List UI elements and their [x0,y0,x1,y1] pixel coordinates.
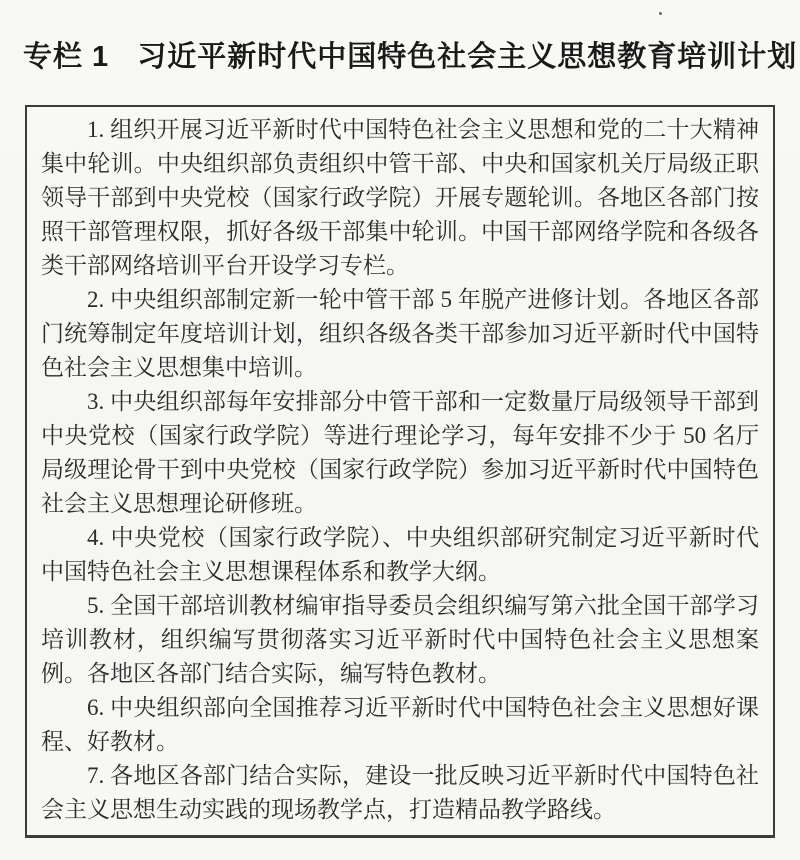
paragraph-4: 4. 中央党校（国家行政学院）、中央组织部研究制定习近平新时代中国特色社会主义思想课程体系和教学大纲。 [41,525,759,584]
scan-artifact-dot [659,12,662,15]
paragraph-3: 3. 中央组织部每年安排部分中管干部和一定数量厅局级领导干部到中央党校（国家行政学院）等进行理论学习，每年安排不少于 50 名厅局级理论骨干到中央党校（国家行政学院）参加习近平新时代中国特色社会主义思想理论研修班。 [41,389,759,516]
paragraph-6: 6. 中央组织部向全国推荐习近平新时代中国特色社会主义思想好课程、好教材。 [41,695,759,754]
paragraph-2: 2. 中央组织部制定新一轮中管干部 5 年脱产进修计划。各地区各部门统筹制定年度培训计划，组织各级各类干部参加习近平新时代中国特色社会主义思想集中培训。 [41,287,759,380]
paragraph-7: 7. 各地区各部门结合实际，建设一批反映习近平新时代中国特色社会主义思想生动实践的现场教学点，打造精品教学路线。 [41,763,759,822]
paragraph-1: 1. 组织开展习近平新时代中国特色社会主义思想和党的二十大精神集中轮训。中央组织部负责组织中管干部、中央和国家机关厅局级正职领导干部到中央党校（国家行政学院）开展专题轮训。各地区各部门按照干部管理权限，抓好各级干部集中轮训。中国干部网络学院和各级各类干部网络培训平台开设学习专栏。 [41,117,759,278]
content-box [25,105,775,838]
title-text: 习近平新时代中国特色社会主义思想教育培训计划 [137,41,798,73]
title-label: 专栏 1 [23,41,110,73]
paragraph-5: 5. 全国干部培训教材编审指导委员会组织编写第六批全国干部学习培训教材，组织编写贯彻落实习近平新时代中国特色社会主义思想案例。各地区各部门结合实际，编写特色教材。 [41,593,759,686]
page-title [23,34,797,75]
